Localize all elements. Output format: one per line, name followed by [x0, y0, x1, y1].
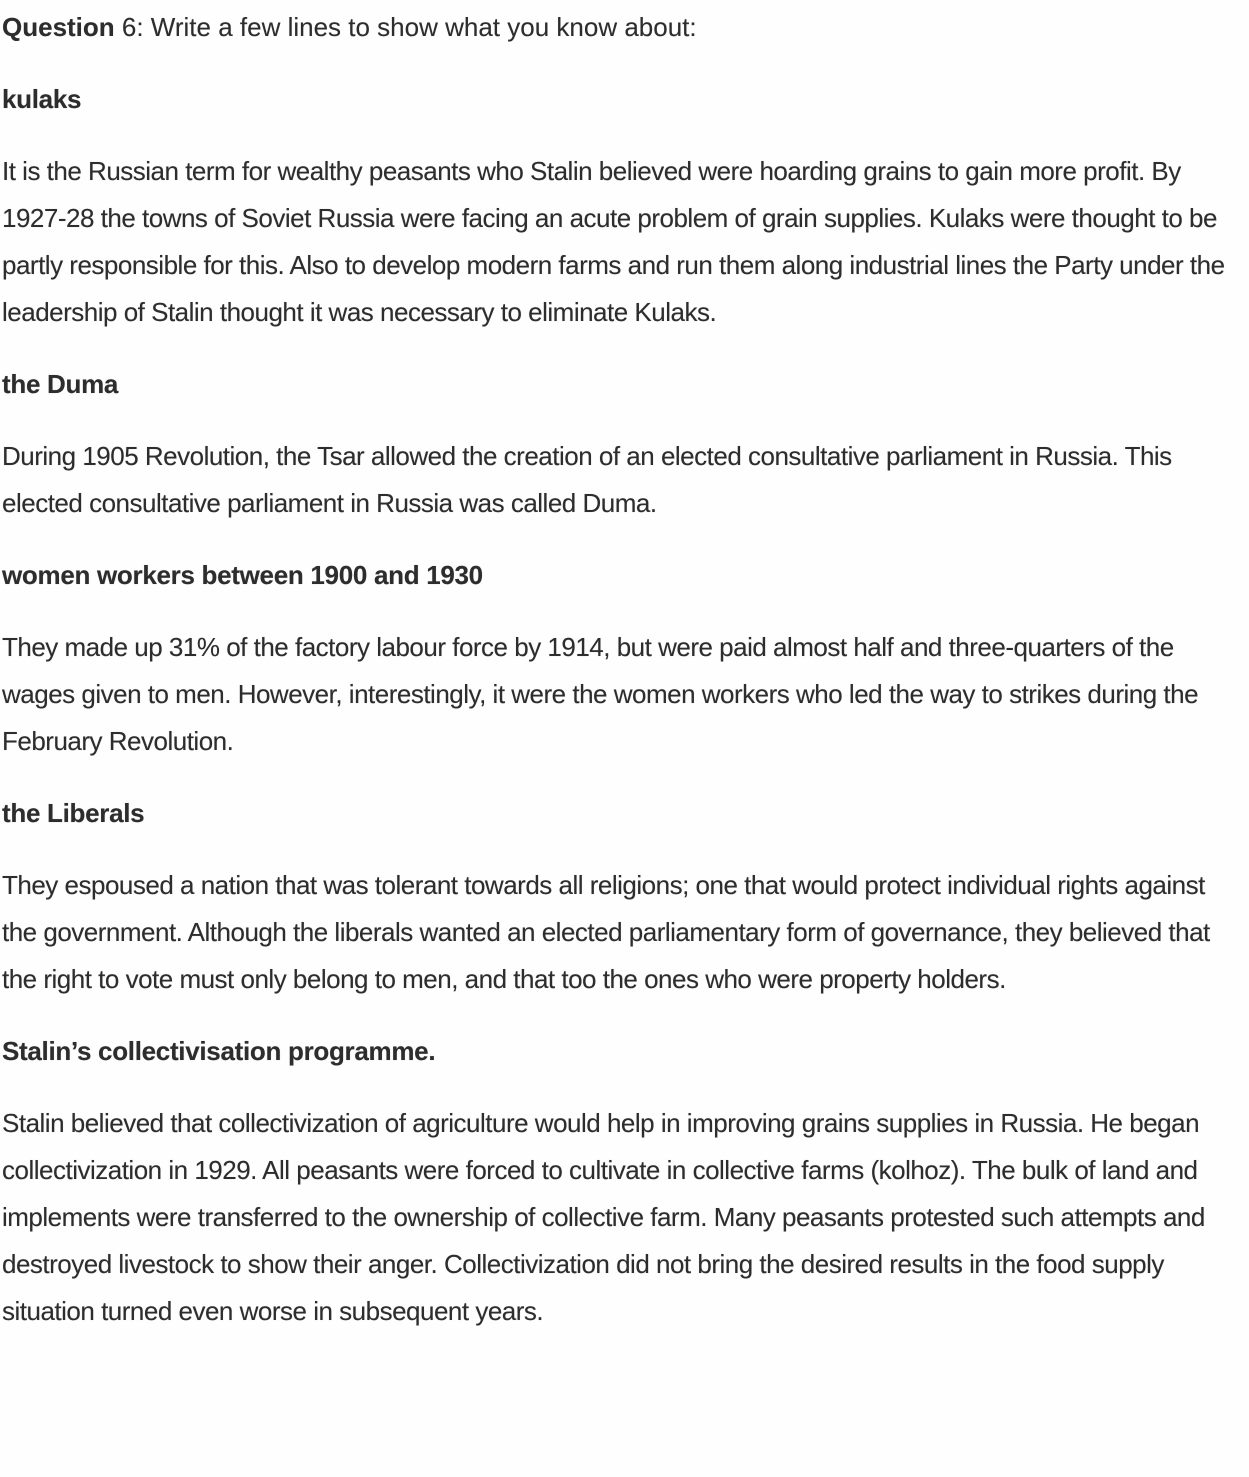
section-heading-kulaks: kulaks	[2, 84, 82, 114]
section-body-stalins-collectivisation-programme: Stalin believed that collectivization of agriculture would help in improving grains supplies in Russia. He began collectivization in 1929. All peasants were forced to cultivate in collective farms (kolhoz). The bulk of land and implements were transferred to the ownership of collective farm. Many peasants protested such attempts and destroyed livestock to show their anger. Collectivization did not bring the desired results in the food supply situation turned even worse in subsequent years.	[2, 1108, 1205, 1326]
section-body-the-duma: During 1905 Revolution, the Tsar allowed the creation of an elected consultative parliament in Russia. This elected consultative parliament in Russia was called Duma.	[2, 441, 1172, 518]
section-body-women-workers: They made up 31% of the factory labour force by 1914, but were paid almost half and three-quarters of the wages given to men. However, interestingly, it were the women workers who led the way to strikes during the February Revolution.	[2, 632, 1199, 756]
question-text: 6: Write a few lines to show what you know about:	[114, 12, 697, 42]
question-label: Question	[2, 12, 115, 42]
section-heading-women-workers: women workers between 1900 and 1930	[2, 560, 483, 590]
section-body-the-liberals: They espoused a nation that was tolerant towards all religions; one that would protect individual rights against the government. Although the liberals wanted an elected parliamentary form of governance, they believed that the right to vote must only belong to men, and that too the ones who were property holders.	[2, 870, 1210, 994]
section-heading-stalins-collectivisation-programme: Stalin’s collectivisation programme.	[2, 1036, 436, 1066]
section-heading-the-duma: the Duma	[2, 369, 119, 399]
section-heading-the-liberals: the Liberals	[2, 798, 145, 828]
question-line	[2, 4, 1243, 51]
section-body-kulaks: It is the Russian term for wealthy peasants who Stalin believed were hoarding grains to gain more profit. By 1927-28 the towns of Soviet Russia were facing an acute problem of grain supplies. Kulaks were thought to be partly responsible for this. Also to develop modern farms and run them along industrial lines the Party under the leadership of Stalin thought it was necessary to eliminate Kulaks.	[2, 156, 1225, 327]
